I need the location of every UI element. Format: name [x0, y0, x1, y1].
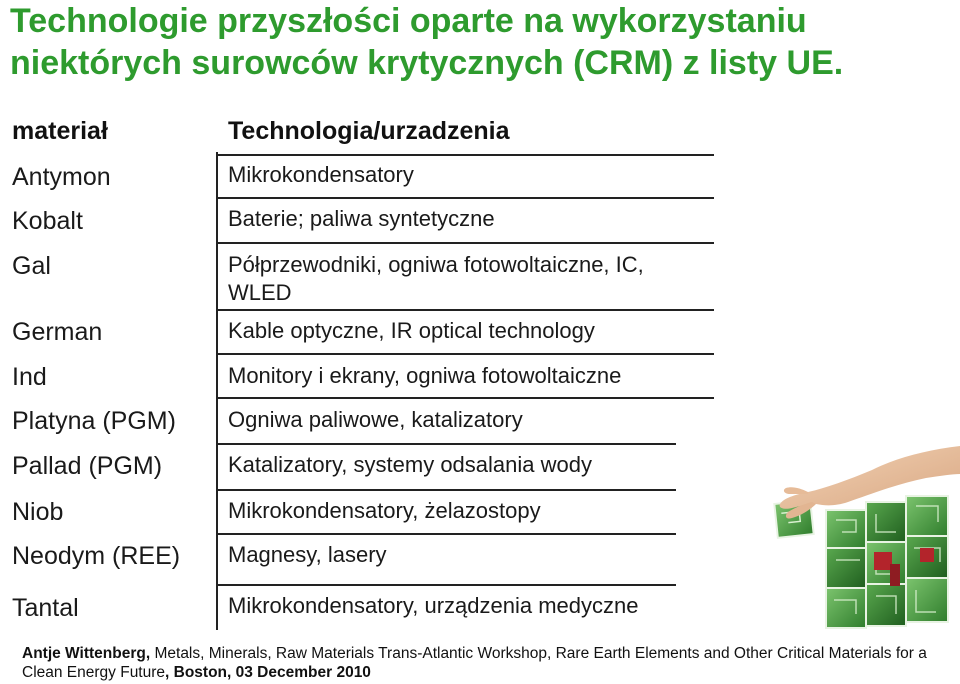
material-cell: Kobalt [12, 207, 83, 235]
row-separator [218, 584, 676, 586]
citation-place-date: , Boston, 03 December 2010 [165, 664, 371, 681]
technology-cell: Katalizatory, systemy odsalania wody [228, 452, 592, 477]
row-separator [218, 154, 714, 156]
row-separator [218, 443, 676, 445]
column-header-material: materiał [12, 117, 108, 145]
citation-author: Antje Wittenberg, [22, 645, 151, 662]
technology-cell: Mikrokondensatory, żelazostopy [228, 498, 541, 523]
technology-cell: WLED [228, 280, 292, 305]
row-separator [218, 309, 714, 311]
technology-cell: Baterie; paliwa syntetyczne [228, 206, 495, 231]
citation [22, 644, 954, 682]
material-cell: Niob [12, 498, 64, 526]
technology-cell: Mikrokondensatory [228, 162, 414, 187]
material-cell: Gal [12, 252, 51, 280]
material-cell: Antymon [12, 163, 111, 191]
row-separator [218, 533, 676, 535]
material-cell: Tantal [12, 594, 79, 622]
row-separator [218, 489, 676, 491]
chip-icon [874, 552, 892, 570]
technology-cell: Magnesy, lasery [228, 542, 387, 567]
row-separator [218, 197, 714, 199]
material-cell: Platyna (PGM) [12, 407, 176, 435]
row-separator [218, 397, 714, 399]
technology-cell: Mikrokondensatory, urządzenia medyczne [228, 593, 639, 618]
material-cell: Pallad (PGM) [12, 452, 163, 480]
material-cell: German [12, 318, 103, 346]
page-title: Technologie przyszłości oparte na wykorzystaniu niektórych surowców krytycznych (CRM) z listy UE. [10, 2, 844, 82]
technology-cell: Kable optyczne, IR optical technology [228, 318, 595, 343]
row-separator [218, 242, 714, 244]
technology-cell: Ogniwa paliwowe, katalizatory [228, 407, 523, 432]
technology-cell: Monitory i ekrany, ogniwa fotowoltaiczne [228, 363, 622, 388]
hand-placing-circuit-cube-image [676, 440, 960, 640]
row-separator [218, 353, 714, 355]
citation-text: Metals, Minerals, Raw Materials Trans-Atlantic Workshop, Rare Earth Elements and Other Critical Materials for a Clean Energy Future [22, 645, 927, 681]
material-cell: Ind [12, 363, 47, 391]
column-divider [216, 152, 218, 630]
circuit-cube [826, 496, 948, 628]
column-header-technology: Technologia/urzadzenia [228, 117, 510, 145]
material-cell: Neodym (REE) [12, 542, 181, 570]
technology-cell: Półprzewodniki, ogniwa fotowoltaiczne, IC, [228, 252, 644, 277]
